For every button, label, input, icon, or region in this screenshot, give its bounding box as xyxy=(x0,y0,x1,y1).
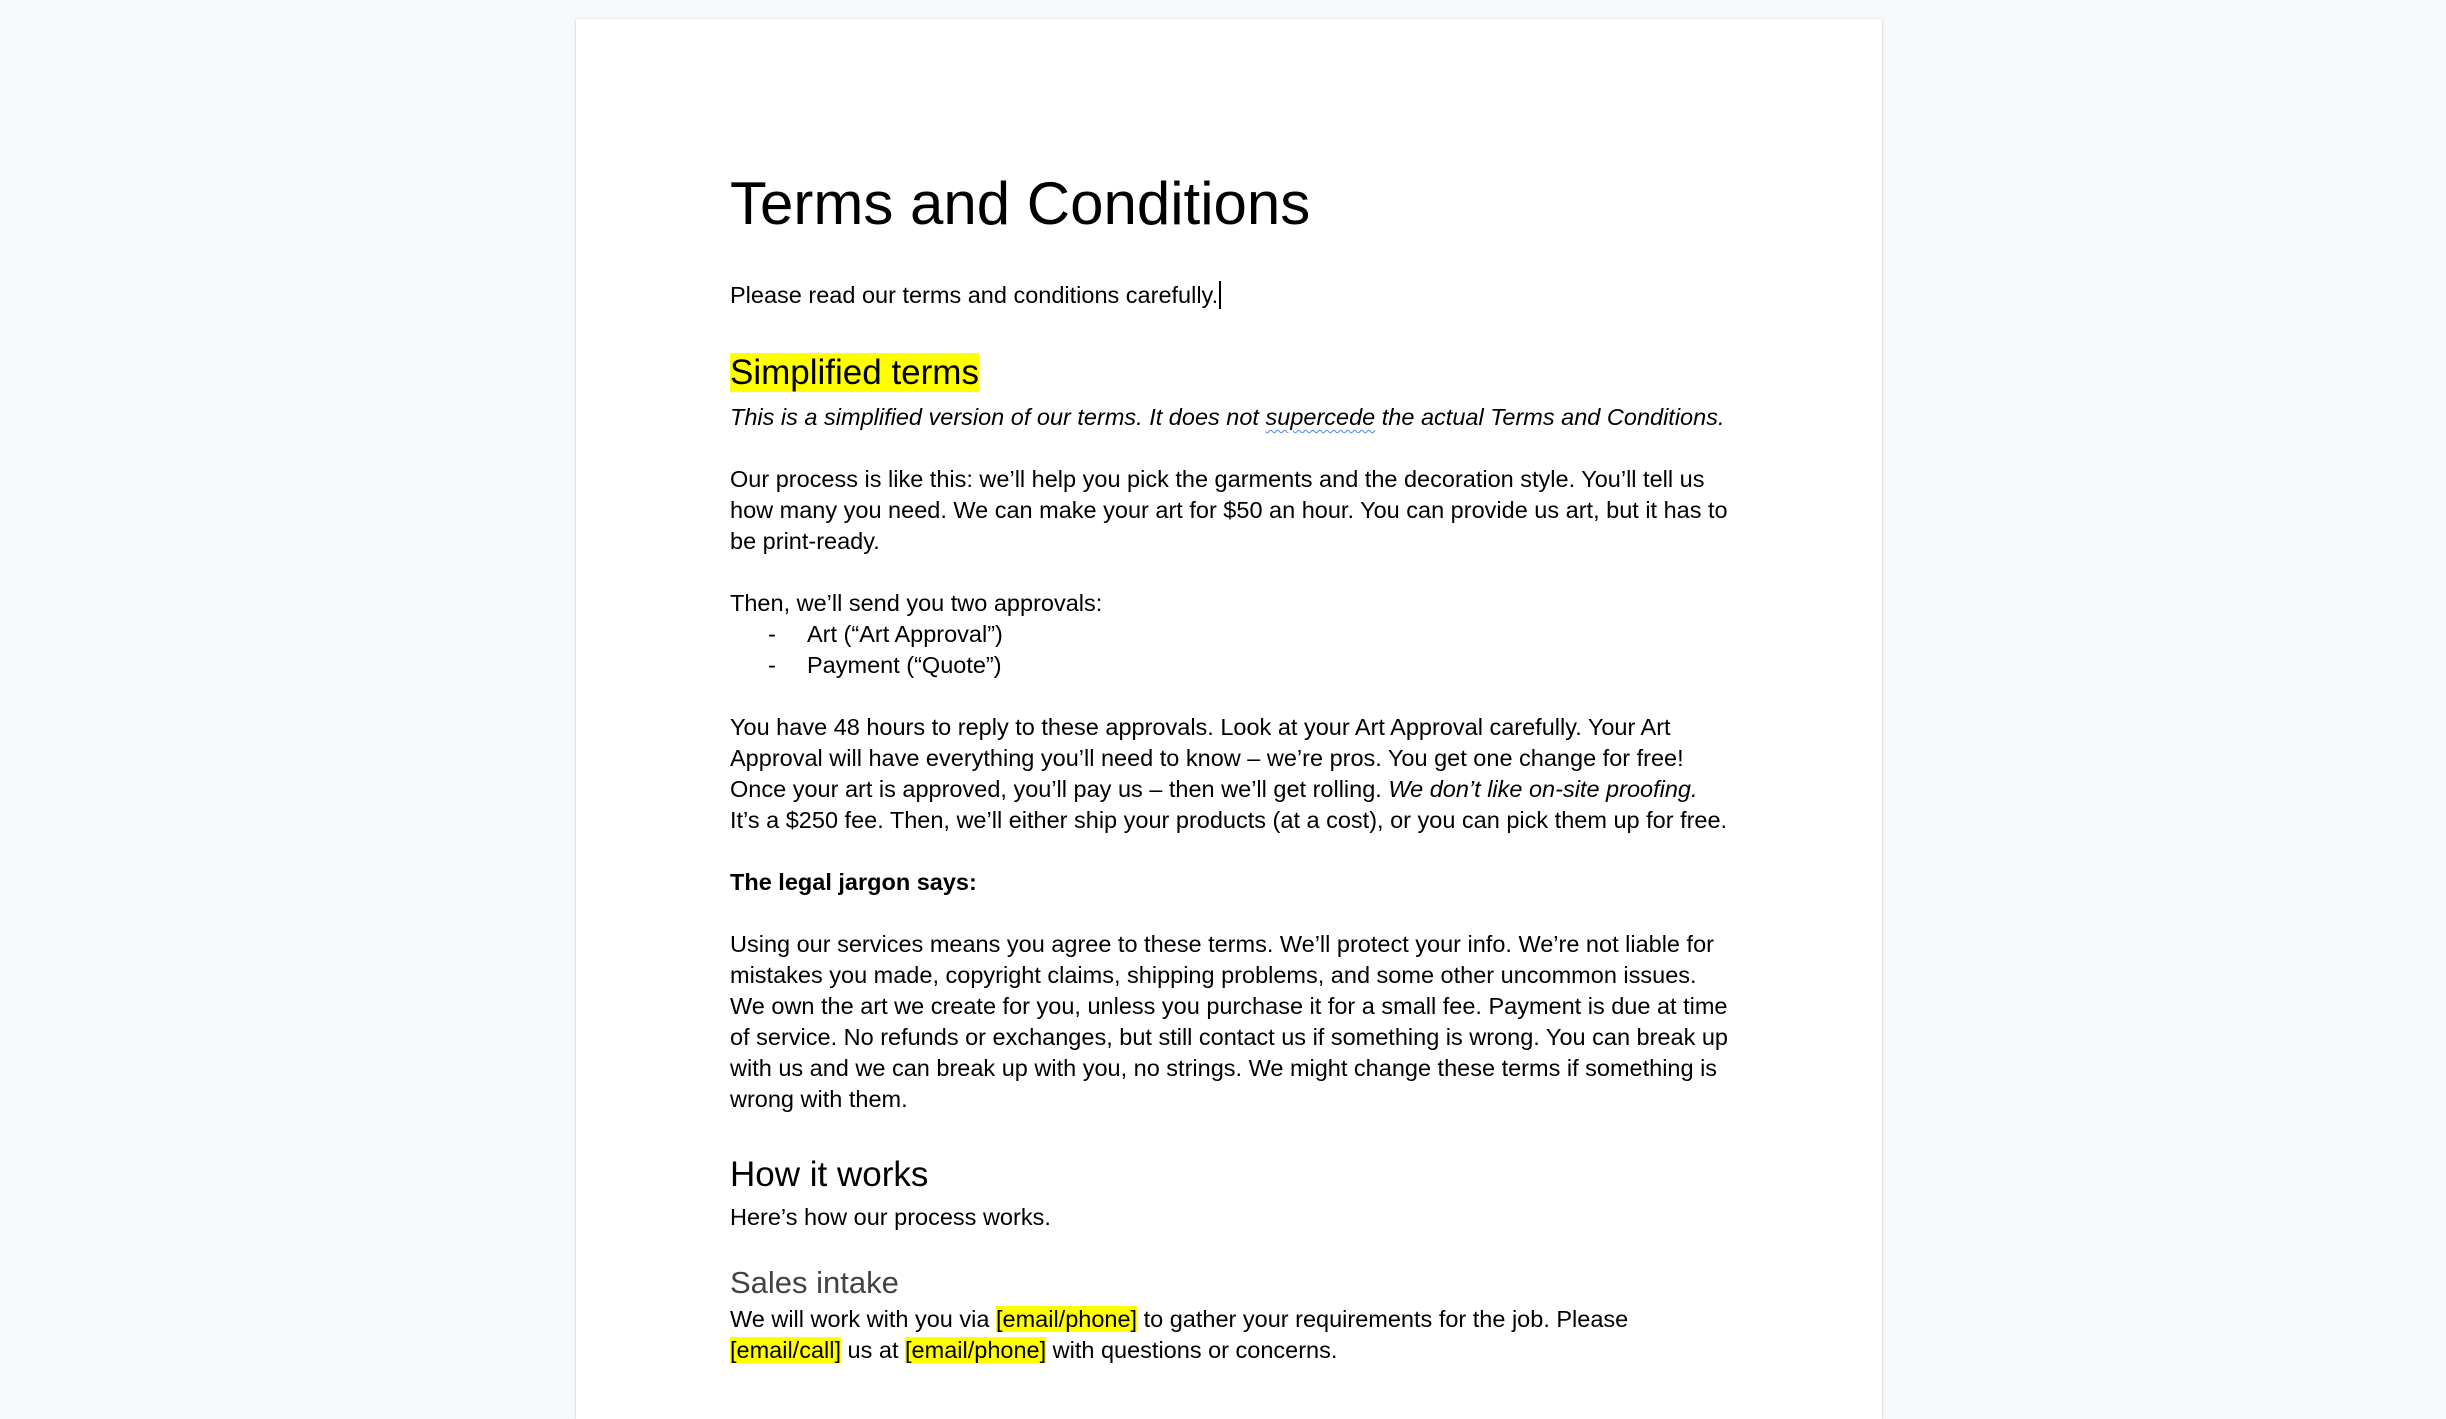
sales-text-3: us at xyxy=(841,1337,906,1364)
process-paragraph: Our process is like this: we’ll help you pick the garments and the decoration style. You’ll tell us how many you need. We can make your art for $50 an hour. You can provide us art, but it has to be print-ready. xyxy=(730,466,1728,554)
bullet-dash: - xyxy=(768,621,776,647)
list-item xyxy=(730,650,1730,681)
sales-text-1: We will work with you via xyxy=(730,1306,996,1333)
sales-intake-heading: Sales intake xyxy=(730,1265,899,1300)
text-cursor xyxy=(1219,281,1221,309)
list-item-text: Art (“Art Approval”) xyxy=(807,621,1003,647)
sales-intake-paragraph xyxy=(730,1304,1730,1366)
misspelled-word[interactable]: supercede xyxy=(1265,404,1376,430)
placeholder-email-phone: [email/phone] xyxy=(995,1306,1138,1333)
reply-text-italic: We don’t like on-site proofing. xyxy=(1388,776,1698,802)
sales-text-2: to gather your requirements for the job. Please xyxy=(1137,1306,1629,1333)
document-body[interactable] xyxy=(730,169,1730,1366)
placeholder-email-call: [email/call] xyxy=(730,1337,842,1364)
how-it-works-intro: Here’s how our process works. xyxy=(730,1204,1051,1230)
approvals-list xyxy=(730,619,1730,681)
legal-paragraph: Using our services means you agree to these terms. We’ll protect your info. We’re not liable for mistakes you made, copyright claims, shipping problems, and some other uncommon issues. We own the art we create for you, unless you purchase it for a small fee. Payment is due at time of service. No refunds or exchanges, but still contact us if something is wrong. You can break up with us and we can break up with you, no strings. We might change these terms if something is wrong with them. xyxy=(730,931,1728,1112)
document-title: Terms and Conditions xyxy=(730,170,1311,237)
intro-paragraph xyxy=(730,280,1730,311)
disclaimer-paragraph xyxy=(730,402,1730,433)
highlighted-heading-text: Simplified terms xyxy=(730,353,979,392)
simplified-terms-heading xyxy=(730,352,1730,394)
bullet-dash: - xyxy=(768,652,776,678)
reply-text-start: You have 48 hours to reply to these approvals. Look at your Art Approval carefully. Your Art Approval will have everything you’ll need to know – we’re pros. You get one change for free! Once your art is approved, you’ll pay us – then we’ll get rolling. xyxy=(730,714,1684,802)
placeholder-email-phone-2: [email/phone] xyxy=(905,1337,1047,1364)
sales-text-4: with questions or concerns. xyxy=(1046,1337,1338,1364)
disclaimer-text-before: This is a simplified version of our terms. It does not xyxy=(730,404,1266,430)
how-it-works-heading: How it works xyxy=(730,1155,929,1194)
disclaimer-text-after: the actual Terms and Conditions. xyxy=(1375,404,1725,430)
approvals-intro: Then, we’ll send you two approvals: xyxy=(730,590,1103,616)
legal-heading: The legal jargon says: xyxy=(730,869,977,895)
reply-text-end: It’s a $250 fee. Then, we’ll either ship your products (at a cost), or you can pick them up for free. xyxy=(730,807,1728,833)
list-item-text: Payment (“Quote”) xyxy=(807,652,1002,678)
reply-paragraph xyxy=(730,712,1730,836)
document-page[interactable] xyxy=(576,19,1882,1419)
intro-text: Please read our terms and conditions carefully. xyxy=(730,282,1219,308)
list-item xyxy=(730,619,1730,650)
